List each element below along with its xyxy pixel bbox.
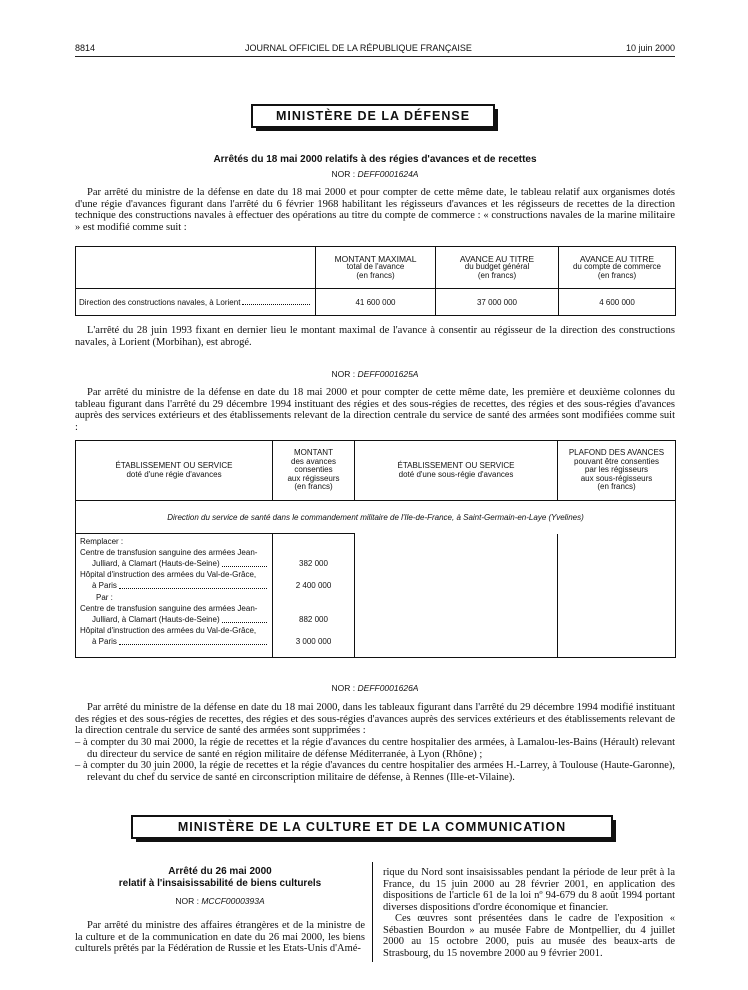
defense-paragraph-3: Par arrêté du ministre de la défense en date du 18 mai 2000 et pour compter de cette même date, les première et deuxième colonnes du tableau figurant dans l'arrêté du 29 décembre 1994 instituant des régies et des sous-régies de recettes, des régies et des sous-régies d'avances auprès des services extérieurs et des établissements relevant de la direction centrale du service de santé des armées sont modifiées comme suit :: [75, 387, 675, 433]
avances-table-2: ÉTABLISSEMENT OU SERVICE doté d'une régie d'avances MONTANT des avances consenties aux régisseurs (en francs) ÉTABLISSEMENT OU SERVICE doté d'une sous-régie d'avances PLAFOND DES AVANCES pouvant être consenties par les régisseurs aux sous-régisseurs (en francs) Direction du service de santé dans le commandement militaire de l'Ile-de-France, à Saint-Germain-en-Laye (Yvelines) Remplacer : Centre de transfusion sanguine des armées Jean- Julliard, à Clamart (Hauts-de-Seine) Hôpital d'instruction des armées du Val-de-Grâce, à Paris Par : Centre de transfusion sanguine des armées Jean- Julliard, à Clamart (Hauts-de-Seine) Hôpital d'instruction des armées du Val-de-Grâce, à Paris 382 000 2 400 000 882 000 3 000 000: [75, 440, 676, 658]
table2-entry-1-line1: Centre de transfusion sanguine des armées Jean-: [80, 548, 258, 557]
culture-left-paragraph: Par arrêté du ministre des affaires étrangères et de la ministre de la culture et de la communication en date du 26 mai 2000, les biens culturels prêtés par la Fédération de Russie et les Etats-Unis d'Amé-: [75, 920, 365, 955]
table1-empty-header: [76, 247, 316, 289]
nor-code: DEFF0001624A: [357, 169, 419, 179]
ministry-defense-title: MINISTÈRE DE LA DÉFENSE: [251, 104, 495, 128]
table2-header-etablissement: ÉTABLISSEMENT OU SERVICE doté d'une régie d'avances: [76, 441, 273, 501]
table2-header-plafond: PLAFOND DES AVANCES pouvant être consenties par les régisseurs aux sous-régisseurs (en francs): [558, 441, 676, 501]
table2-par: Par :: [96, 593, 113, 602]
issue-date: 10 juin 2000: [626, 43, 676, 53]
table1-row-label: Direction des constructions navales, à Lorient: [79, 297, 241, 307]
nor-line-4: NOR : MCCF0000393A: [175, 896, 265, 906]
avances-table-1: [75, 246, 676, 316]
column-divider: [372, 862, 373, 962]
table2-value-3: 882 000: [299, 615, 328, 624]
table1-header-commerce: AVANCE AU TITRE du compte de commerce (en francs): [559, 247, 676, 289]
table2-header-sous-regie: ÉTABLISSEMENT OU SERVICE doté d'une sous-régie d'avances: [355, 441, 558, 501]
arrete-subtitle: relatif à l'insaisissabilité de biens culturels: [118, 878, 322, 889]
table-row: [76, 289, 676, 316]
page-number: 8814: [75, 43, 96, 53]
nor-line-1: [75, 169, 675, 179]
table2-direction: Direction du service de santé dans le commandement militaire de l'Ile-de-France, à Saint-Germain-en-Laye (Yvelines): [76, 501, 676, 534]
defense-paragraph-2: L'arrêté du 28 juin 1993 fixant en dernier lieu le montant maximal de l'avance à consentir au régisseur de la direction des constructions navales, à Lorient (Morbihan), est abrogé.: [75, 325, 675, 348]
culture-right-paragraph-1: rique du Nord sont insaisissables pendant la période de leur prêt à la France, du 15 juin 2000 au 28 février 2001, en application des dispositions de l'article 61 de la loi nº 94-679 du 8 août 1994 portant diverses dispositions d'ordre économique et financier.: [383, 867, 675, 913]
table2-value-2: 2 400 000: [295, 581, 332, 590]
nor-line-3: NOR : DEFF0001626A: [331, 683, 419, 693]
table1-header-montant: MONTANT MAXIMAL total de l'avance (en francs): [316, 247, 436, 289]
culture-right-paragraph-2: Ces œuvres sont présentées dans le cadre de l'exposition « Sébastien Bourdon » au musée Fabre de Montpellier, du 4 juillet 2000 au 15 octobre 2000, puis au musée des beaux-arts de Strasbourg, du 15 novembre 2000 au 9 février 2001.: [383, 913, 675, 959]
table2-header-montant: MONTANT des avances consenties aux régisseurs (en francs): [273, 441, 355, 501]
table2-value-4: 3 000 000: [295, 637, 332, 646]
table1-value-commerce: 4 600 000: [559, 289, 676, 316]
defense-section-title: Arrêtés du 18 mai 2000 relatifs à des régies d'avances et de recettes: [213, 154, 537, 165]
nor-label: NOR :: [331, 169, 356, 179]
table1-value-budget: 37 000 000: [436, 289, 559, 316]
table2-remplacer: Remplacer :: [80, 537, 124, 546]
journal-title: JOURNAL OFFICIEL DE LA RÉPUBLIQUE FRANÇAISE: [245, 43, 472, 53]
table2-partial-bottom: [349, 657, 676, 658]
culture-arrete-heading: [75, 866, 365, 890]
list-item: – à compter du 30 mai 2000, la régie de recettes et la régie d'avances du centre hospitalier des armées, à Lamalou-les-Bains (Hérault) relevant du directeur du service de santé en région militaire de défense Méditerranée, à Lyon (Rhône) ;: [75, 737, 675, 760]
table1-header-budget: AVANCE AU TITRE du budget général (en francs): [436, 247, 559, 289]
defense-paragraph-1: Par arrêté du ministre de la défense en date du 18 mai 2000 et pour compter de cette même date, le tableau relatif aux organismes dotés d'une régie d'avances figurant dans l'arrêté du 6 février 1968 habilitant les régisseurs d'avances et les régisseurs de recettes de la direction technique des constructions navales à effectuer des opérations au titre du compte de commerce : « constructions navales de la marine militaire » est modifié comme suit :: [75, 187, 675, 233]
header-rule: [75, 56, 675, 57]
arrete-title: Arrêté du 26 mai 2000: [168, 866, 272, 877]
table2-value-1: 382 000: [299, 559, 328, 568]
ministry-culture-title: MINISTÈRE DE LA CULTURE ET DE LA COMMUNICATION: [131, 815, 613, 839]
table1-value-montant: 41 600 000: [316, 289, 436, 316]
suppression-list: [75, 737, 675, 783]
nor-line-2: NOR : DEFF0001625A: [331, 369, 419, 379]
defense-paragraph-4: Par arrêté du ministre de la défense en date du 18 mai 2000, dans les tableaux figurant dans l'arrêté du 29 décembre 1994 modifié instituant des régies et des sous-régies de recettes, des régies et des sous-régies d'avances auprès des services extérieurs et des établissements relevant de la direction centrale du service de santé des armées sont supprimées :: [75, 702, 675, 737]
list-item: – à compter du 30 juin 2000, la régie de recettes et la régie d'avances du centre hospitalier des armées H.-Larrey, à Toulouse (Haute-Garonne), relevant du chef du service de santé en circonscription militaire de défense, à Rennes (Ille-et-Vilaine).: [75, 760, 675, 783]
